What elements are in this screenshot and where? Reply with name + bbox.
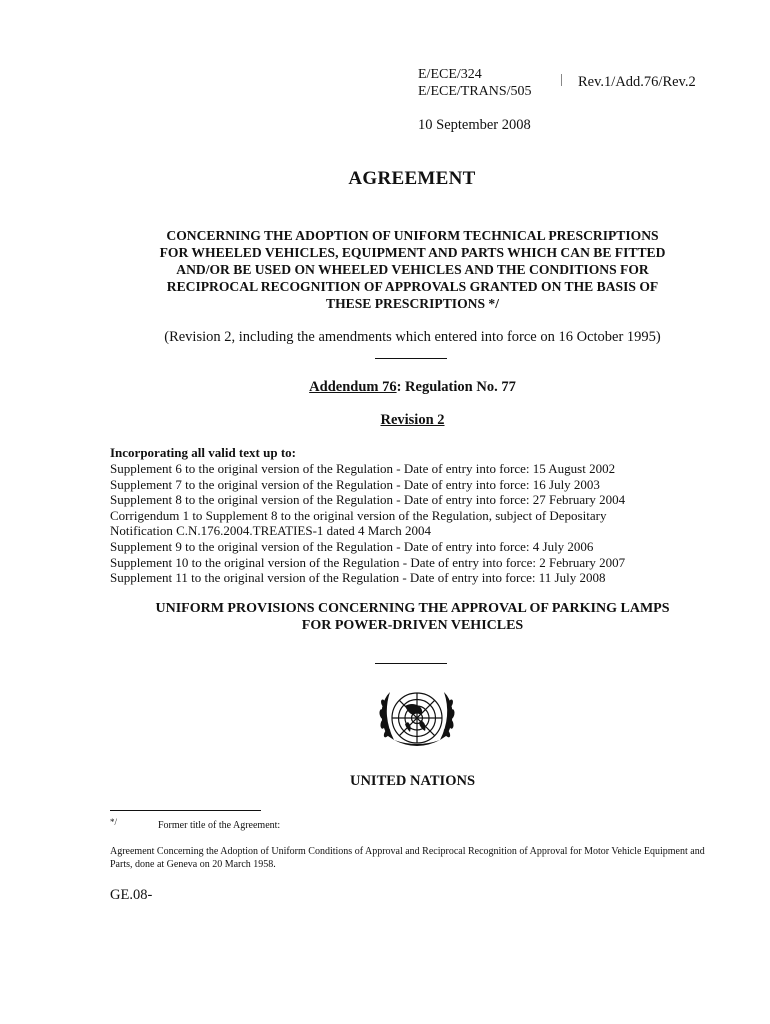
list-item: Supplement 6 to the original version of the Regulation - Date of entry into force: 15 August 2002 (110, 461, 616, 476)
addendum-label: Addendum 76 (309, 379, 397, 395)
header-separator (561, 74, 562, 86)
list-item: Supplement 9 to the original version of the Regulation - Date of entry into force: 4 July 2006 (110, 538, 594, 554)
revision-reference: Rev.1/Add.76/Rev.2 (578, 74, 696, 90)
un-emblem-icon (372, 684, 462, 758)
revision-heading: Revision 2 (380, 412, 445, 428)
addendum-heading (110, 379, 715, 396)
subtitle-line: THESE PRESCRIPTIONS */ (326, 296, 499, 311)
subtitle-line: CONCERNING THE ADOPTION OF UNIFORM TECHNICAL PRESCRIPTIONS (166, 228, 659, 243)
subtitle-line: AND/OR BE USED ON WHEELED VEHICLES AND THE CONDITIONS FOR (176, 262, 649, 277)
job-number: GE.08- (110, 887, 153, 903)
list-item: Supplement 8 to the original version of the Regulation - Date of entry into force: 27 February 2004 (110, 492, 626, 508)
page-title: AGREEMENT (348, 168, 476, 189)
footnote-rule (110, 810, 261, 811)
agreement-subtitle (110, 227, 715, 312)
revision-note: (Revision 2, including the amendments which entered into force on 16 October 1995) (164, 329, 661, 345)
list-item: Corrigendum 1 to Supplement 8 to the original version of the Regulation, subject of Depositary (110, 507, 607, 523)
regulation-title-line: FOR POWER-DRIVEN VEHICLES (301, 618, 524, 633)
regulation-title-line: UNIFORM PROVISIONS CONCERNING THE APPROVAL OF PARKING LAMPS (155, 601, 670, 616)
divider-rule (375, 663, 447, 664)
list-item: Supplement 11 to the original version of the Regulation - Date of entry into force: 11 July 2008 (110, 570, 606, 586)
document-symbols (418, 66, 532, 100)
subtitle-line: FOR WHEELED VEHICLES, EQUIPMENT AND PARTS WHICH CAN BE FITTED (159, 245, 666, 260)
document-symbol-1: E/ECE/324 (418, 67, 482, 82)
list-item: Notification C.N.176.2004.TREATIES-1 dated 4 March 2004 (110, 523, 431, 539)
subtitle-line: RECIPROCAL RECOGNITION OF APPROVALS GRANTED ON THE BASIS OF (166, 279, 659, 294)
divider-rule (375, 358, 447, 359)
footnote-mark: */ (110, 817, 118, 827)
document-symbol-2: E/ECE/TRANS/505 (418, 84, 532, 99)
organization-name: UNITED NATIONS (349, 773, 476, 789)
regulation-title (110, 600, 715, 634)
list-item: Supplement 7 to the original version of the Regulation - Date of entry into force: 16 July 2003 (110, 476, 600, 492)
incorporating-title: Incorporating all valid text up to: (110, 445, 296, 460)
document-date: 10 September 2008 (418, 117, 531, 133)
supplements-list (110, 461, 625, 586)
footnote-text: Former title of the Agreement: (158, 820, 281, 831)
list-item: Supplement 10 to the original version of the Regulation - Date of entry into force: 2 February 2007 (110, 554, 626, 570)
addendum-regulation: : Regulation No. 77 (396, 379, 516, 395)
footnote-body: Agreement Concerning the Adoption of Uniform Conditions of Approval and Reciprocal Recognition of Approval for Motor Vehicle Equipment and Parts, done at Geneva on 20 March 1958. (110, 846, 705, 870)
